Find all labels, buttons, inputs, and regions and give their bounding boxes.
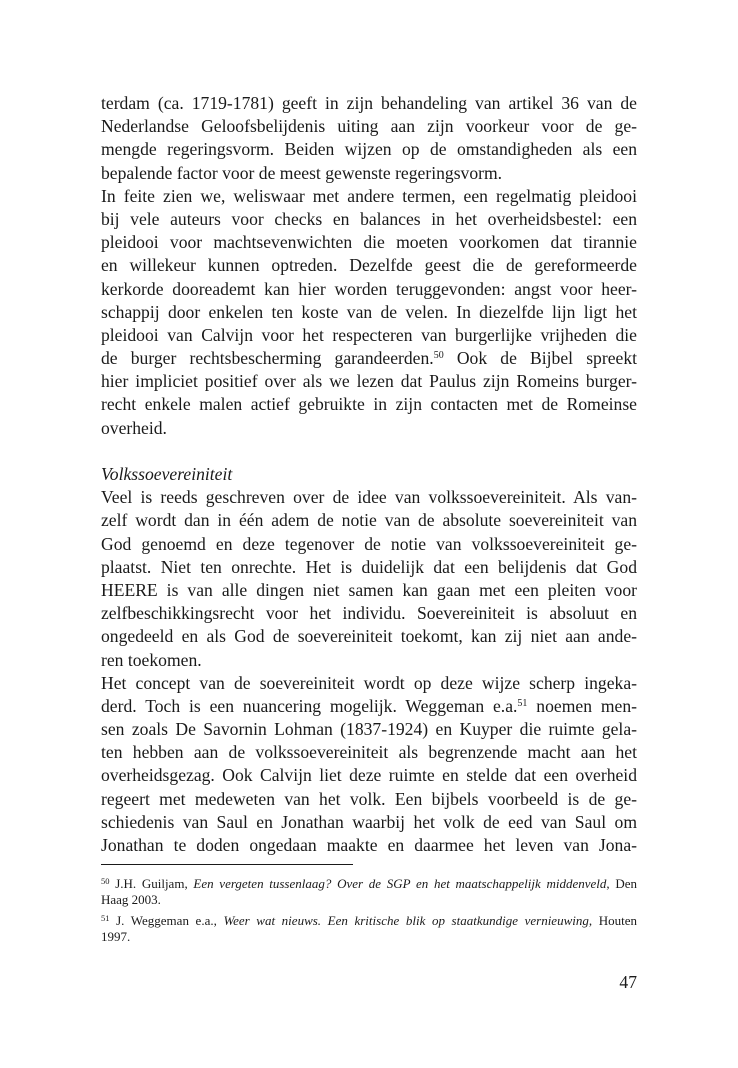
text-segment: Ook de Bijbel spreekt [443, 348, 638, 369]
footnote-50 [101, 876, 637, 909]
text-line: kerkorde dooreademt kan hier worden teruggevonden: angst voor heer- [101, 278, 637, 299]
text-line: Nederlandse Geloofsbelijdenis uiting aan zijn voorkeur voor de ge- [101, 116, 637, 137]
text-line: pleidooi voor machtsevenwichten die moeten voorkomen dat tirannie [101, 232, 637, 253]
text-line: Het concept van de soevereiniteit wordt op deze wijze scherp ingeka- [101, 672, 637, 693]
text-line: overheidsgezag. Ook Calvijn liet deze ruimte en stelde dat een overheid [101, 765, 637, 786]
text-line: en willekeur kunnen optreden. Dezelfde geest die de gereformeerde [101, 255, 637, 276]
footnote-line: Haag 2003. [101, 892, 161, 908]
text-line: bij vele auteurs voor checks en balances in het overheidsbestel: een [101, 208, 637, 229]
text-line: recht enkele malen actief gebruikte in zijn contacten met de Romeinse [101, 394, 637, 415]
footnote-text: , Houten [588, 912, 638, 928]
text-line [101, 695, 637, 718]
text-line: HEERE is van alle dingen niet samen kan gaan met een pleiten voor [101, 579, 637, 600]
text-segment: noemen men- [527, 695, 638, 716]
text-line: schiedenis van Saul en Jonathan waarbij het volk de eed van Saul om [101, 811, 637, 832]
footnote-51 [101, 913, 637, 946]
text-line: Veel is reeds geschreven over de idee van volkssoevereiniteit. Als van- [101, 487, 637, 508]
text-line: God genoemd en deze tegenover de notie van volkssoevereiniteit ge- [101, 533, 637, 554]
footnote-text: , Den [606, 876, 637, 891]
text-line: overheid. [101, 417, 167, 438]
text-line: mengde regeringsvorm. Beiden wijzen op de omstandigheden als een [101, 139, 637, 160]
paragraph-1 [101, 92, 637, 185]
footnote-number: 50 [101, 876, 110, 886]
text-line: terdam (ca. 1719-1781) geeft in zijn behandeling van artikel 36 van de [101, 93, 637, 113]
text-line: zelfbeschikkingsrecht voor het individu. Soevereiniteit is absoluut en [101, 603, 637, 624]
paragraph-4 [101, 672, 637, 858]
footnote-author: J. Weggeman e.a., [109, 912, 224, 928]
page-number: 47 [619, 972, 637, 992]
footnote-ref-51[interactable]: 51 [517, 697, 528, 709]
body-text [101, 92, 637, 857]
text-line: ten hebben aan de volkssoevereiniteit als begrenzende macht aan het [101, 742, 637, 763]
paragraph-3 [101, 486, 637, 672]
footnote-title: Een vergeten tussenlaag? Over de SGP en het maatschappelijk middenveld [193, 876, 607, 891]
text-line: regeert met medeweten van het volk. Een bijbels voorbeeld is de ge- [101, 788, 637, 809]
text-segment: derd. Toch is een nuancering mogelijk. Weggeman e.a. [101, 695, 518, 716]
text-line: ongedeeld en als God de soevereiniteit toekomt, kan zij niet aan ande- [101, 626, 637, 647]
footnote-title: Weer wat nieuws. Een kritische blik op staatkundige vernieuwing [223, 912, 589, 928]
text-line: pleidooi van Calvijn voor het respecteren van burgerlijke vrijheden die [101, 324, 637, 345]
text-line: plaatst. Niet ten onrechte. Het is duidelijk dat een belijdenis dat God [101, 556, 637, 577]
paragraph-2 [101, 185, 637, 440]
text-line: sen zoals De Savornin Lohman (1837-1924) en Kuyper die ruimte gela- [101, 719, 637, 740]
footnote-separator [101, 864, 353, 865]
footnote-author: J.H. Guiljam, [109, 876, 194, 891]
footnotes [101, 876, 637, 946]
text-line: zelf wordt dan in één adem de notie van de absolute soevereiniteit van [101, 510, 637, 531]
text-line: ren toekomen. [101, 649, 202, 670]
footnote-line [101, 876, 637, 892]
text-line: hier impliciet positief over als we lezen dat Paulus zijn Romeins burger- [101, 371, 637, 392]
text-line: bepalende factor voor de meest gewenste regeringsvorm. [101, 162, 503, 183]
footnote-line: 1997. [101, 929, 131, 945]
text-line: Jonathan te doden ongedaan maakte en daarmee het leven van Jona- [101, 835, 637, 855]
footnote-line [101, 913, 637, 929]
text-line [101, 347, 637, 370]
text-line: schappij door enkelen ten koste van de velen. In diezelfde lijn ligt het [101, 301, 637, 322]
footnote-number: 51 [101, 912, 110, 923]
blank-line [101, 440, 637, 463]
section-heading: Volkssoevereiniteit [101, 464, 233, 484]
text-line: In feite zien we, weliswaar met andere termen, een regelmatig pleidooi [101, 185, 637, 206]
text-segment: de burger rechtsbescherming garandeerden. [101, 348, 434, 369]
footnote-ref-50[interactable]: 50 [433, 350, 444, 362]
